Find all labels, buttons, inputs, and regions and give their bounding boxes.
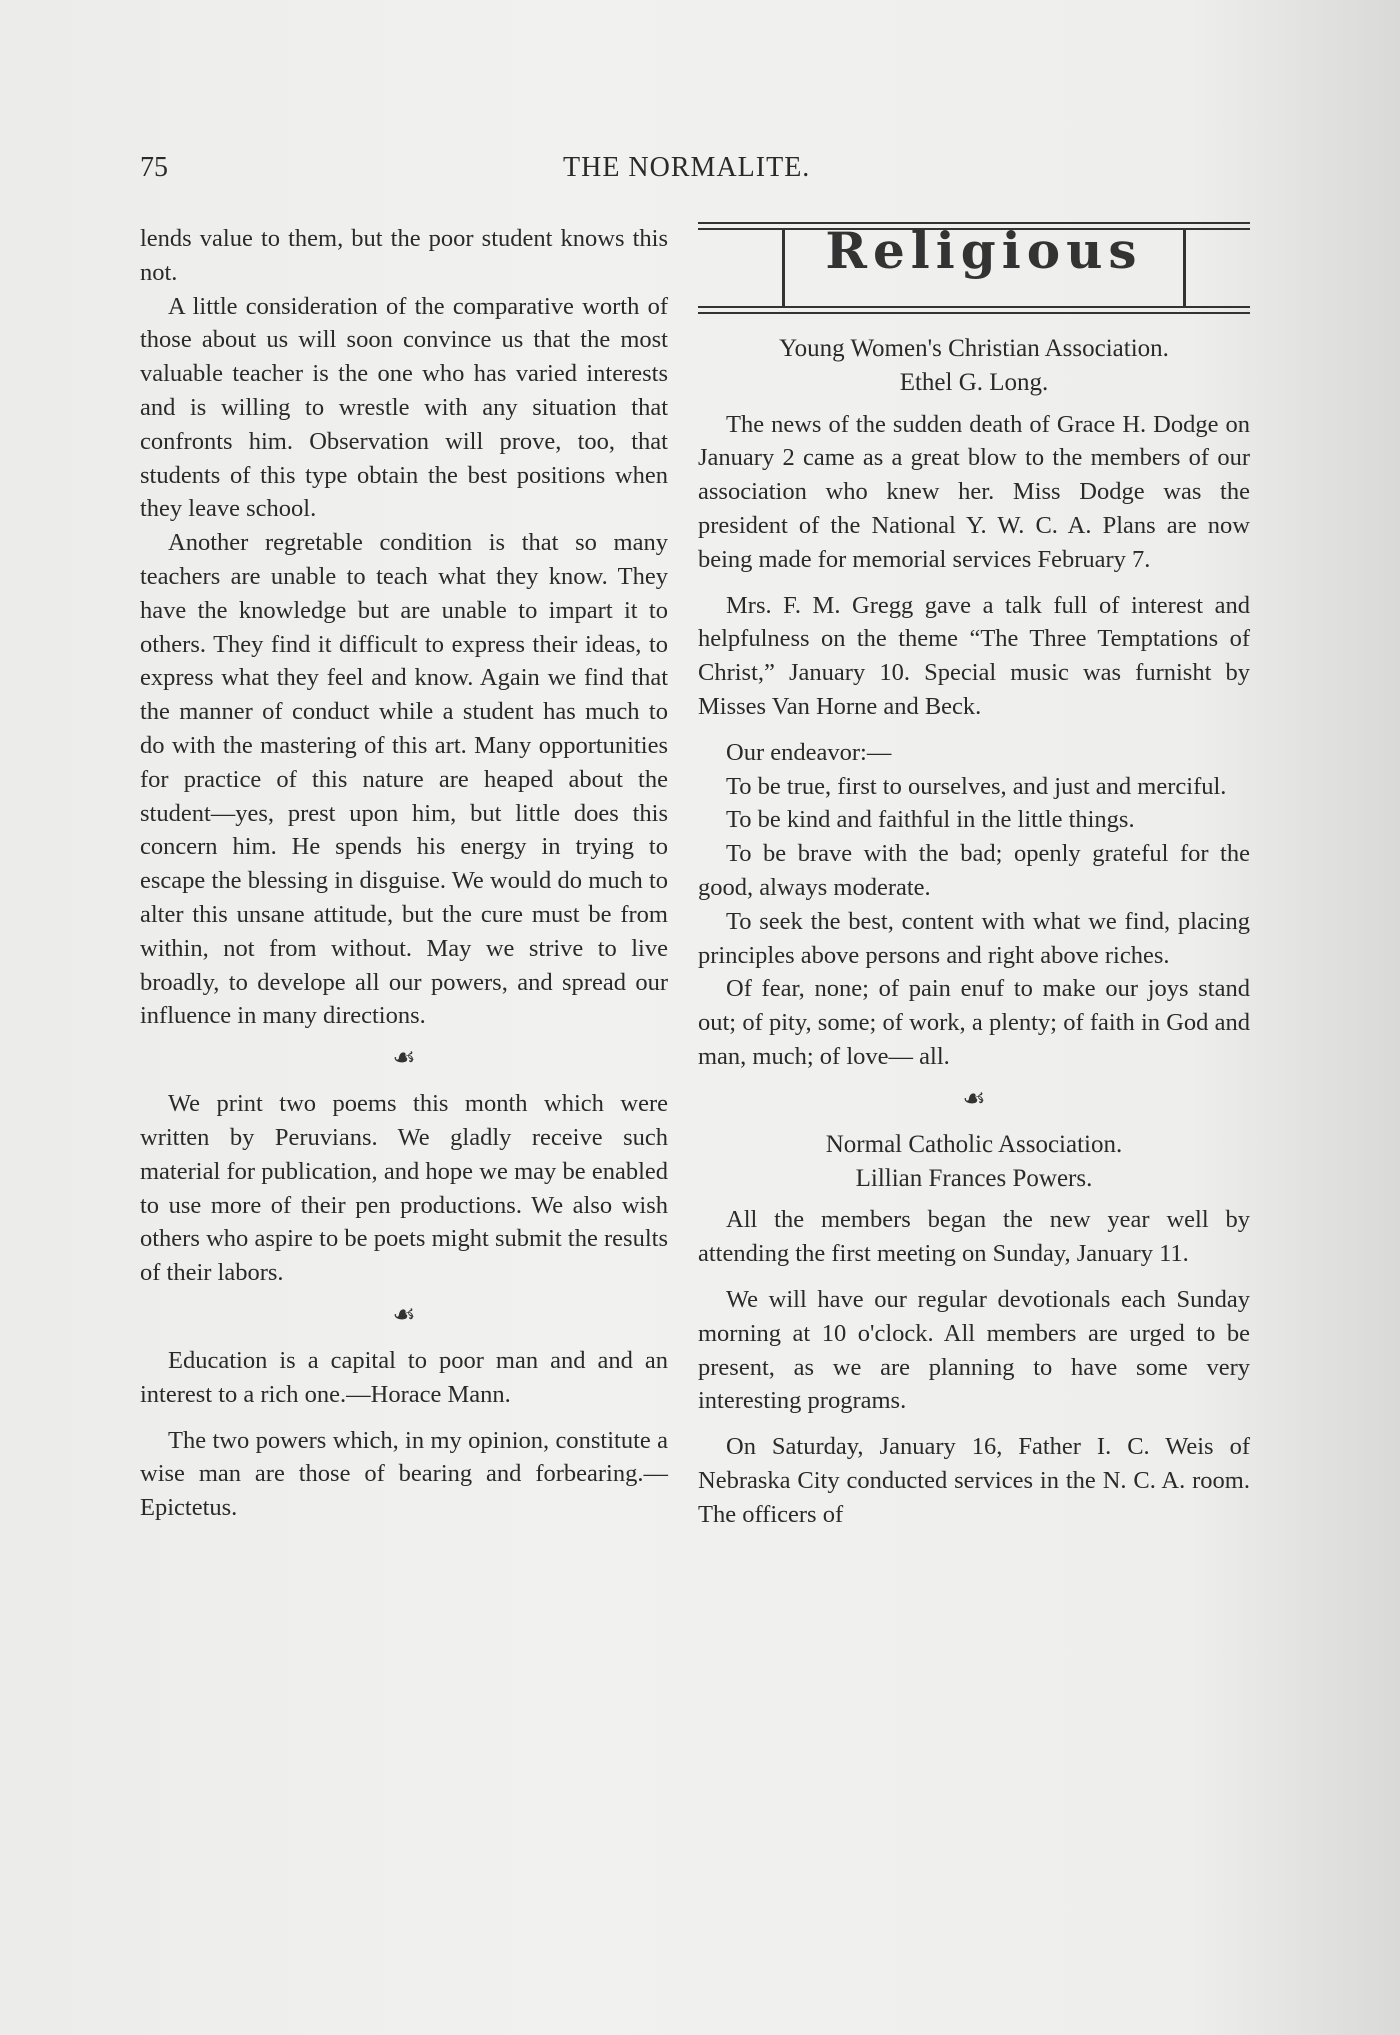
banner-rule [698, 312, 1250, 314]
endeavor-line: Of fear, none; of pain enuf to make our joys stand out; of pity, some; of work, a plenty; of faith in God and man, much; of love— all. [698, 975, 1250, 1070]
page-number: 75 [140, 152, 168, 183]
endeavor-line: To be kind and faithful in the little things. [726, 806, 1135, 834]
quote-epictetus: The two powers which, in my opinion, constitute a wise man are those of bearing and forbearing.—Epictetus. [140, 1426, 668, 1522]
endeavor-heading: Our endeavor:— [726, 738, 892, 766]
endeavor-line: To be brave with the bad; openly grateful for the good, always moderate. [698, 840, 1250, 901]
banner-box [782, 221, 1186, 306]
paragraph: A little consideration of the comparative worth of those about us will soon convince us that the most valuable teacher is the one who has varied interests and is willing to wrestle with any situation that confronts him. Observation will prove, too, that students of this type obtain the best positions when they leave school. [140, 292, 668, 523]
ywca-author: Ethel G. Long. [899, 368, 1049, 396]
religious-banner [698, 222, 1250, 318]
poems-note: We print two poems this month which were written by Peruvians. We gladly receive such material for publication, and hope we may be enabled to use more of their pen productions. We also wish others who aspire to be poets might submit the results of their labors. [140, 1090, 668, 1287]
ornament-icon: ☙ [962, 1083, 986, 1113]
banner-rule [698, 306, 1250, 308]
paragraph: All the members began the new year well by attending the first meeting on Sunday, January 11. [698, 1206, 1250, 1268]
paragraph: We will have our regular devotionals each Sunday morning at 10 o'clock. All members are urged to be present, as we are planning to have some very interesting programs. [698, 1285, 1250, 1415]
quote-horace-mann: Education is a capital to poor man and and an interest to a rich one.—Horace Mann. [140, 1346, 668, 1408]
nca-title: Normal Catholic Association. [825, 1130, 1123, 1158]
paragraph: Another regretable condition is that so many teachers are unable to teach what they know. They have the knowledge but are unable to impart it to others. They find it difficult to express their ideas, to express what they feel and know. Again we find that the manner of conduct while a student has much to do with the mastering of this art. Many opportunities for practice of this nature are heaped about the student—yes, prest upon him, but little does this concern him. He spends his energy in trying to escape the blessing in disguise. We would do much to alter this unsane attitude, but the cure must be from within, not from without. May we strive to live broadly, to develope all our powers, and spread our influence in many directions. [140, 529, 668, 1030]
endeavor-line: To seek the best, content with what we find, placing principles above persons and right above riches. [698, 907, 1250, 969]
banner-title: Religious [825, 221, 1143, 280]
endeavor-line: To be true, first to ourselves, and just and merciful. [726, 772, 1227, 800]
paragraph: Mrs. F. M. Gregg gave a talk full of interest and helpfulness on the theme “The Three Temptations of Christ,” January 10. Special music was furnisht by Misses Van Horne and Beck. [698, 591, 1250, 720]
page-header [140, 152, 1250, 192]
paragraph: On Saturday, January 16, Father I. C. Weis of Nebraska City conducted services in the N. C. A. room. The officers of [698, 1433, 1250, 1528]
paragraph: lends value to them, but the poor student knows this not. [140, 225, 668, 286]
ywca-title: Young Women's Christian Association. [779, 335, 1169, 362]
nca-author: Lillian Frances Powers. [855, 1164, 1093, 1192]
ornament-icon: ☙ [392, 1299, 416, 1329]
right-column [698, 222, 1250, 1532]
paragraph: The news of the sudden death of Grace H. Dodge on January 2 came as a great blow to the members of our association who knew her. Miss Dodge was the president of the National Y. W. C. A. Plans are now being made for memorial services February 7. [698, 410, 1250, 573]
magazine-title: THE NORMALITE. [563, 152, 811, 183]
left-column [140, 222, 668, 1525]
ornament-icon: ☙ [392, 1043, 416, 1073]
